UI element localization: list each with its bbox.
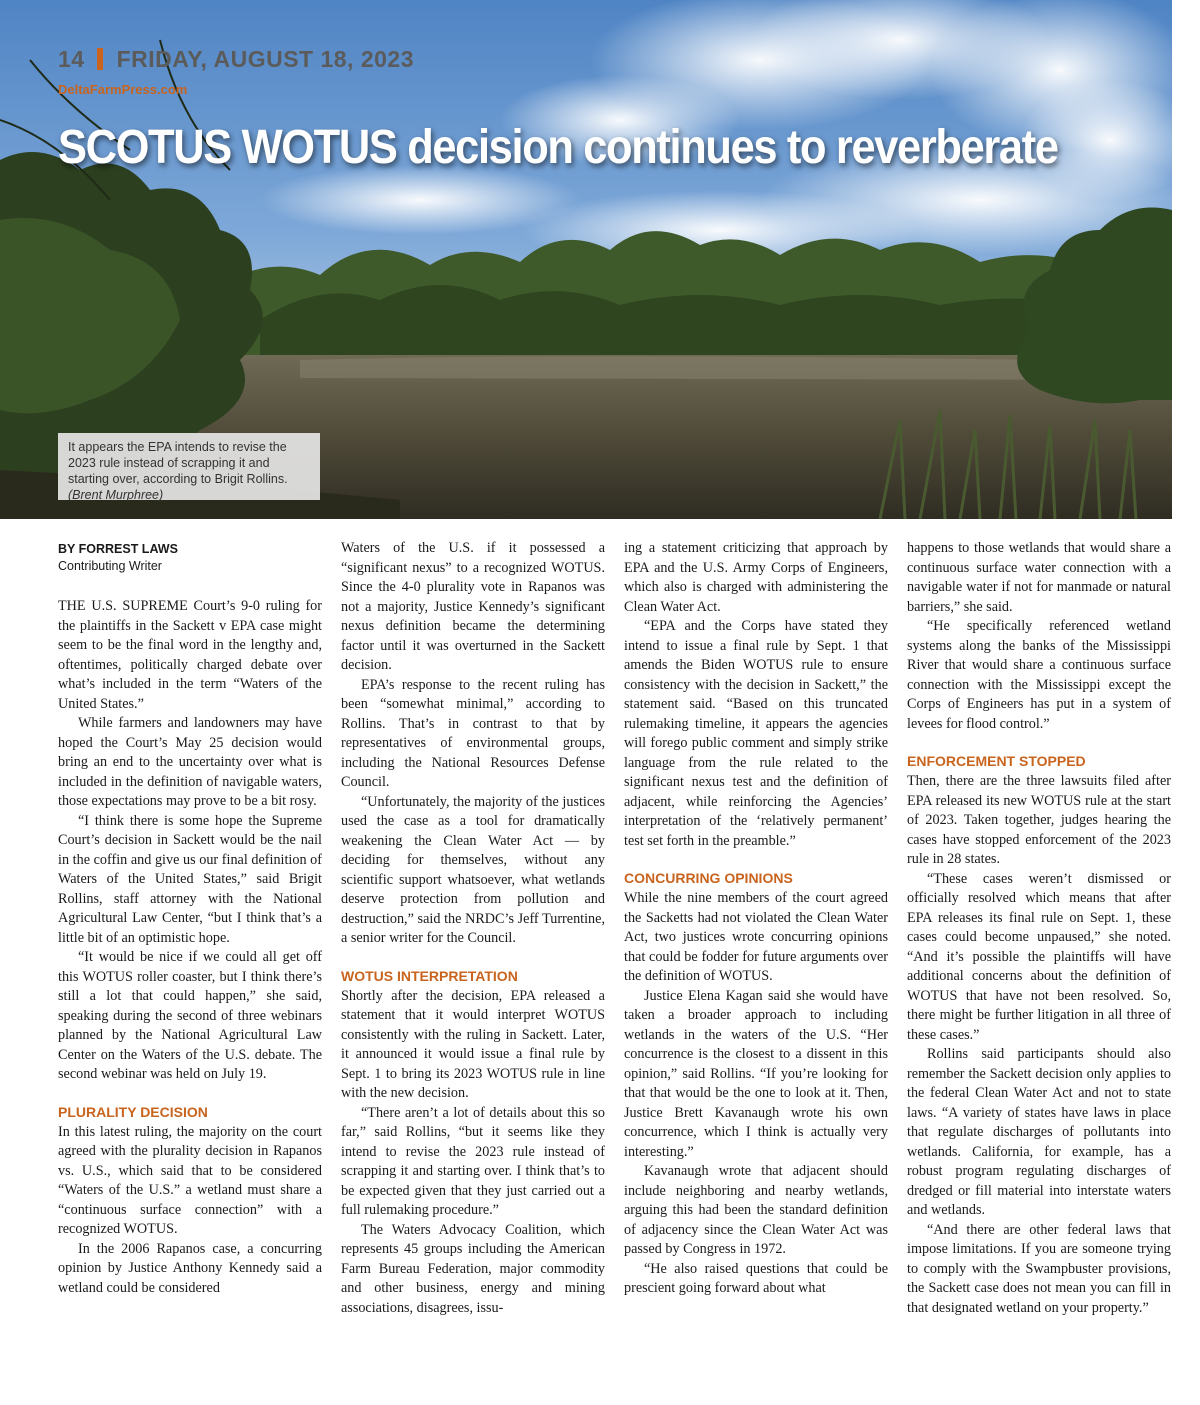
headline	[58, 120, 1058, 175]
paragraph: Waters of the U.S. if it possessed a “significant nexus” to a recognized WOTUS. Since the 4-0 plurality vote in Rapanos was not a majority, Justice Kennedy’s significant nexus definition became the determining factor until it was overturned in the Sackett decision.	[341, 540, 605, 673]
article-column-2	[341, 539, 605, 1318]
paragraph: “He also raised questions that could be prescient going forward about what	[624, 1260, 888, 1296]
caption-text: It appears the EPA intends to revise the 2023 rule instead of scrapping it and starting over, according to Brigit Rollins.	[68, 440, 288, 486]
issue-date: FRIDAY, AUGUST 18, 2023	[116, 46, 414, 72]
folio	[58, 46, 414, 73]
paragraph: ing a statement criticizing that approach by EPA and the U.S. Army Corps of Engineers, which also is charged with administering the Clean Water Act.	[624, 540, 888, 615]
byline-role: Contributing Writer	[58, 559, 162, 573]
paragraph: “And there are other federal laws that impose limitations. If you are someone trying to comply with the Swampbuster provisions, the Sackett case does not mean you can fill in that designated wetland on your property.”	[907, 1221, 1171, 1316]
paragraph: Shortly after the decision, EPA released a statement that it would interpret WOTUS consistently with the ruling in Sackett. Later, it announced it would issue a final rule by Sept. 1 to bring its 2023 WOTUS rule in line with the new decision.	[341, 987, 605, 1101]
website-link[interactable]: DeltaFarmPress.com	[58, 82, 188, 97]
paragraph: The Waters Advocacy Coalition, which represents 45 groups including the American Farm Bureau Federation, major commodity and other business, energy and mining associations, disagrees, issu-	[341, 1221, 605, 1316]
subhead-enforcement-stopped: ENFORCEMENT STOPPED	[907, 753, 1086, 769]
paragraph: Then, there are the three lawsuits filed after EPA released its new WOTUS rule at the start of 2023. Taken together, judges hearing the cases have stopped enforcement of the 2023 rule in 28 states.	[907, 773, 1171, 867]
paragraph: “It would be nice if we could all get off this WOTUS roller coaster, but I think there’s still a lot that could happen,” she said, speaking during the second of three webinars planned by the National Agricultural Law Center on the Waters of the U.S. debate. The second webinar was held on July 19.	[58, 949, 322, 1082]
paragraph: While farmers and landowners may have hoped the Court’s May 25 decision would bring an end to the uncertainty over what is included in the definition of navigable waters, those expectations may prove to be a bit rosy.	[58, 715, 322, 809]
headline-part1: SCOTUS WOTUS	[58, 121, 397, 174]
paragraph: “I think there is some hope the Supreme Court’s decision in Sackett would be the nail in the coffin and give us our final definition of Waters of the United States,” said Brigit Rollins, staff attorney with the National Agricultural Law Center, “but I think that’s a little bit of an optimistic hope.	[58, 812, 322, 946]
paragraph: EPA’s response to the recent ruling has been “somewhat minimal,” according to Rollins. That’s in contrast to that by representatives of environmental groups, including the National Resources Defense Council.	[341, 676, 605, 790]
paragraph: In the 2006 Rapanos case, a concurring opinion by Justice Anthony Kennedy said a wetland could be considered	[58, 1240, 322, 1296]
paragraph: Justice Elena Kagan said she would have taken a broader approach to including wetlands in the waters of the U.S. “Her concurrence is the closest to a dissent in this opinion,” said Rollins. “If you’re looking for that that would be the one to look at it. Then, Justice Brett Kavanaugh wrote his own concurrence, which I think is actually very interesting.”	[624, 987, 888, 1160]
paragraph: “Unfortunately, the majority of the justices used the case as a tool for dramatically weakening the Clean Water Act — by deciding for themselves, without any scientific support whatsoever, what wetlands deserve protection from pollution and destruction,” said the NRDC’s Jeff Turrentine, a senior writer for the Council.	[341, 793, 605, 946]
folio-divider	[97, 48, 103, 70]
paragraph: Rollins said participants should also remember the Sackett decision only applies to the federal Clean Water Act and not to state laws. “A variety of states have laws in place that regulate discharges of pollutants into wetlands. California, for example, has a robust program regulating discharges of dredged or fill material into interstate waters and wetlands.	[907, 1046, 1171, 1218]
paragraph: “These cases weren’t dismissed or officially resolved which means that after EPA releases its final rule on Sept. 1, these cases could become unpaused,” she noted. “And it’s possible the plaintiffs will have additional concerns about the definition of WOTUS that have not been resolved. So, there might be further litigation in all three of these cases.”	[907, 870, 1171, 1043]
paragraph: THE U.S. SUPREME Court’s 9-0 ruling for the plaintiffs in the Sackett v EPA case might seem to be the final word in the lengthy and, oftentimes, politically charged debate over what’s included in the term “Waters of the United States.”	[58, 598, 322, 712]
subhead-wotus-interpretation: WOTUS INTERPRETATION	[341, 967, 518, 984]
byline-author: BY FORREST LAWS	[58, 542, 178, 556]
paragraph: While the nine members of the court agreed the Sacketts had not violated the Clean Water Act, two justices wrote concurring opinions that could be fodder for future arguments over the definition of WOTUS.	[624, 890, 888, 984]
paragraph: Kavanaugh wrote that adjacent should include neighboring and nearby wetlands, arguing this had been the standard definition of adjacency since the Clean Water Act was passed by Congress in 1972.	[624, 1163, 888, 1257]
paragraph: “EPA and the Corps have stated they intend to issue a final rule by Sept. 1 that amends the Biden WOTUS rule to ensure consistency with the decision in Sackett,” the statement said. “Based on this truncated rulemaking timeline, it appears the agencies will forego public comment and simply strike language from the rule related to the significant nexus test and the definition of adjacent, while reinforcing the Agencies’ interpretation of the ‘relatively permanent’ test set forth in the preamble.”	[624, 618, 888, 849]
hero-photo	[0, 0, 1172, 519]
paragraph: In this latest ruling, the majority on the court agreed with the plurality decision in Rapanos vs. U.S., which said that to be considered “Waters of the U.S.” a wetland must share a “continuous surface connection” with a recognized WOTUS.	[58, 1123, 322, 1237]
article-column-3	[624, 539, 888, 1299]
subhead-concurring-opinions: CONCURRING OPINIONS	[624, 870, 793, 886]
paragraph: “There aren’t a lot of details about this so far,” said Rollins, “but it seems like they intend to revise the 2023 rule instead of scrapping it and starting over. I think that’s to be expected given that they just carried out a full rulemaking procedure.”	[341, 1104, 605, 1218]
article-column-1	[58, 539, 322, 1298]
caption-credit: (Brent Murphree)	[68, 488, 164, 502]
subhead-plurality-decision: PLURALITY DECISION	[58, 1103, 208, 1120]
article-column-4	[907, 539, 1171, 1318]
headline-part2: decision continues to reverberate	[407, 121, 1058, 174]
paragraph: “He specifically referenced wetland systems along the banks of the Mississippi River that would share a continuous surface connection with the Mississippi except the Corps of Engineers has put in a system of levees for flood control.”	[907, 618, 1171, 732]
photo-caption	[58, 433, 320, 500]
paragraph: happens to those wetlands that would share a continuous surface water connection with a navigable water if not for manmade or natural barriers,” she said.	[907, 540, 1171, 615]
page-number: 14	[58, 46, 85, 72]
